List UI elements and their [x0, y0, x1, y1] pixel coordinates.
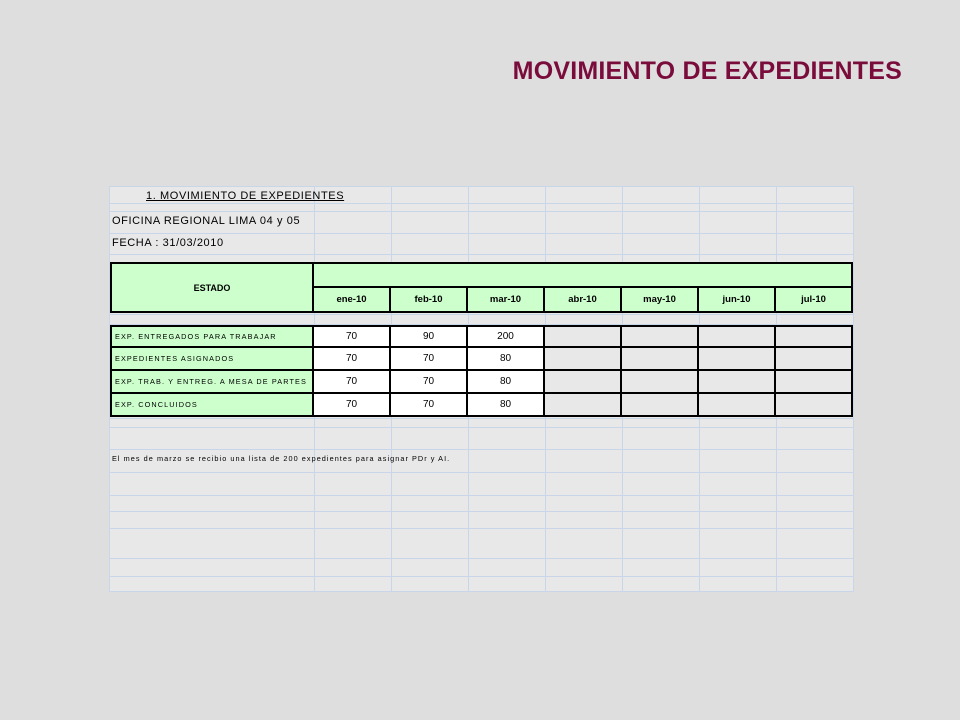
table-cell — [776, 325, 853, 348]
table-cell — [776, 371, 853, 394]
row-label: EXPEDIENTES ASIGNADOS — [110, 348, 314, 371]
gridline-horizontal — [109, 558, 854, 559]
month-header: ene-10 — [314, 288, 391, 313]
table-cell — [699, 348, 776, 371]
table-cell — [776, 394, 853, 417]
table-cell — [622, 394, 699, 417]
footnote: El mes de marzo se recibio una lista de 200 expedientes para asignar PDr y AI. — [112, 454, 451, 463]
table-cell: 70 — [391, 348, 468, 371]
table-cell: 70 — [314, 371, 391, 394]
table-cell — [622, 371, 699, 394]
month-header: abr-10 — [545, 288, 622, 313]
gridline-horizontal — [109, 576, 854, 577]
table-cell — [622, 348, 699, 371]
gridline-horizontal — [109, 211, 854, 212]
table-cell — [699, 394, 776, 417]
table-cell — [545, 348, 622, 371]
table-cell: 90 — [391, 325, 468, 348]
gridline-horizontal — [109, 472, 854, 473]
date-label: FECHA : 31/03/2010 — [112, 237, 224, 249]
office-label: OFICINA REGIONAL LIMA 04 y 05 — [112, 215, 301, 227]
gridline-horizontal — [109, 449, 854, 450]
table-cell: 70 — [314, 394, 391, 417]
table-cell — [776, 348, 853, 371]
gridline-horizontal — [109, 233, 854, 234]
slide-title: MOVIMIENTO DE EXPEDIENTES — [512, 57, 902, 85]
table-cell — [699, 325, 776, 348]
gridline-horizontal — [109, 511, 854, 512]
month-header: may-10 — [622, 288, 699, 313]
gridline-horizontal — [109, 186, 854, 187]
row-label: EXP. TRAB. Y ENTREG. A MESA DE PARTES — [110, 371, 314, 394]
gridline-horizontal — [109, 528, 854, 529]
gridline-horizontal — [109, 418, 854, 419]
gridline-vertical — [853, 186, 854, 591]
gridline-horizontal — [109, 427, 854, 428]
gridline-horizontal — [109, 254, 854, 255]
table-cell — [699, 371, 776, 394]
month-header: mar-10 — [468, 288, 545, 313]
state-column-header: ESTADO — [110, 262, 314, 313]
spreadsheet — [109, 186, 854, 591]
table-cell: 80 — [468, 394, 545, 417]
sheet-heading: 1. MOVIMIENTO DE EXPEDIENTES — [146, 190, 345, 202]
table-cell: 80 — [468, 371, 545, 394]
table-cell — [545, 394, 622, 417]
gridline-horizontal — [109, 591, 854, 592]
row-label: EXP. ENTREGADOS PARA TRABAJAR — [110, 325, 314, 348]
table-cell — [545, 371, 622, 394]
table-cell: 70 — [391, 371, 468, 394]
month-header: feb-10 — [391, 288, 468, 313]
table-cell: 80 — [468, 348, 545, 371]
table-cell: 200 — [468, 325, 545, 348]
table-cell: 70 — [314, 348, 391, 371]
table-cell: 70 — [391, 394, 468, 417]
month-header-band — [314, 262, 853, 288]
table-cell: 70 — [314, 325, 391, 348]
row-label: EXP. CONCLUIDOS — [110, 394, 314, 417]
gridline-horizontal — [109, 314, 854, 315]
gridline-horizontal — [109, 203, 854, 204]
table-cell — [545, 325, 622, 348]
month-header: jul-10 — [776, 288, 853, 313]
month-header: jun-10 — [699, 288, 776, 313]
gridline-horizontal — [109, 495, 854, 496]
table-cell — [622, 325, 699, 348]
